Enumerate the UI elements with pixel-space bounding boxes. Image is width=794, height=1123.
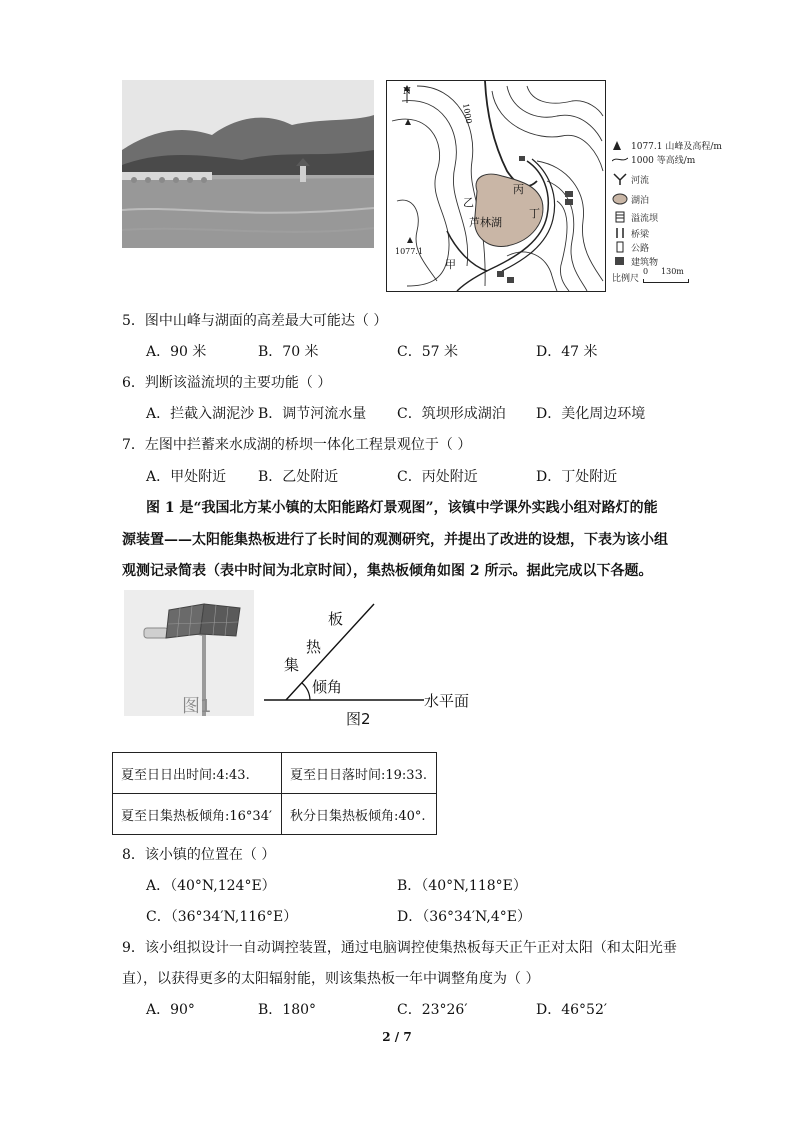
observation-table bbox=[112, 752, 437, 835]
contour-1000-label: 1000 bbox=[460, 102, 474, 125]
q5-option-b: B．70 米 bbox=[258, 344, 319, 360]
q5-option-c: C．57 米 bbox=[397, 344, 458, 360]
q6-option-a: A．拦截入湖泥沙 bbox=[146, 406, 255, 422]
legend-row-dam bbox=[612, 210, 658, 224]
legend-scale bbox=[612, 267, 689, 284]
legend-label: 公路 bbox=[631, 243, 650, 254]
contour-line-icon bbox=[612, 153, 628, 165]
scale-bar bbox=[643, 267, 689, 283]
map-label-yi: 乙 bbox=[463, 196, 474, 209]
lake-photo-illustration bbox=[122, 80, 374, 248]
table-cell: 秋分日集热板倾角:40°. bbox=[282, 794, 437, 835]
legend-label: 桥梁 bbox=[631, 229, 650, 240]
label-ji: 集 bbox=[284, 656, 300, 674]
q9-option-b: B．180° bbox=[258, 1002, 317, 1018]
map-label-jia: 甲 bbox=[445, 258, 456, 271]
q9-option-a: A．90° bbox=[146, 1002, 195, 1018]
q5-option-d: D．47 米 bbox=[536, 344, 598, 360]
legend-label: 湖泊 bbox=[631, 195, 650, 206]
label-ban: 板 bbox=[328, 610, 344, 628]
legend-row-contour bbox=[612, 152, 695, 166]
legend-row-road bbox=[612, 240, 649, 254]
q7-option-b: B．乙处附近 bbox=[258, 469, 339, 485]
legend-row-peak bbox=[612, 138, 722, 152]
river-icon bbox=[612, 173, 628, 185]
legend-row-lake bbox=[612, 192, 649, 206]
legend-label: 1077.1 山峰及高程/m bbox=[631, 141, 722, 152]
q9-option-c: C．23°26′ bbox=[397, 1002, 468, 1018]
q7-option-d: D．丁处附近 bbox=[536, 469, 618, 485]
north-arrow-label: N bbox=[403, 87, 411, 97]
figure-1-caption: 图1 bbox=[182, 696, 212, 716]
legend-label: 溢流坝 bbox=[631, 213, 659, 224]
peak-elevation-label: 1077.1 bbox=[395, 247, 423, 256]
question-9-stem-line-2: 直），以获得更多的太阳辐射能，则该集热板一年中调整角度为（ ） bbox=[122, 971, 540, 987]
table-cell: 夏至日日落时间:19:33. bbox=[282, 753, 437, 794]
q6-option-c: C．筑坝形成湖泊 bbox=[397, 406, 506, 422]
peak-icon bbox=[612, 139, 628, 151]
lake-photo bbox=[122, 80, 374, 248]
q6-option-b: B．调节河流水量 bbox=[258, 406, 367, 422]
figure-2-tilt-diagram bbox=[264, 600, 484, 730]
q7-option-a: A．甲处附近 bbox=[146, 469, 227, 485]
road-icon bbox=[612, 241, 628, 253]
intro-line-3: 观测记录简表（表中时间为北京时间），集热板倾角如图 2 所示。据此完成以下各题。 bbox=[122, 563, 653, 579]
intro-line-1: 图 1 是“我国北方某小镇的太阳能路灯景观图”，该镇中学课外实践小组对路灯的能 bbox=[146, 500, 658, 516]
q8-option-a: A．（40°N,124°E） bbox=[146, 878, 276, 894]
table-row bbox=[113, 794, 437, 835]
q8-option-d: D．（36°34′N,4°E） bbox=[397, 909, 531, 925]
scale-zero: 0 bbox=[643, 267, 649, 276]
intro-line-2: 源装置——太阳能集热板进行了长时间的观测研究，并提出了改进的设想，下表为该小组 bbox=[122, 532, 668, 548]
scale-130: 130m bbox=[661, 267, 684, 276]
legend-row-bridge bbox=[612, 226, 649, 240]
scale-line bbox=[643, 279, 689, 283]
q9-option-d: D．46°52′ bbox=[536, 1002, 608, 1018]
legend-row-building bbox=[612, 254, 658, 268]
legend-label: 1000 等高线/m bbox=[631, 155, 696, 166]
map-label-ding: 丁 bbox=[529, 207, 540, 220]
legend-label: 河流 bbox=[631, 175, 650, 186]
question-8-stem: 8．该小镇的位置在（ ） bbox=[122, 847, 276, 863]
legend-label: 建筑物 bbox=[631, 257, 659, 268]
q6-option-d: D．美化周边环境 bbox=[536, 406, 646, 422]
question-7-stem: 7．左图中拦蓄来水成湖的桥坝一体化工程景观位于（ ） bbox=[122, 437, 472, 453]
table-cell: 夏至日集热板倾角:16°34′ bbox=[113, 794, 282, 835]
lake-name-label: 芦林湖 bbox=[469, 216, 502, 229]
question-6-stem: 6．判断该溢流坝的主要功能（ ） bbox=[122, 375, 332, 391]
q8-option-b: B．（40°N,118°E） bbox=[397, 878, 527, 894]
question-5-stem: 5．图中山峰与湖面的高差最大可能达（ ） bbox=[122, 313, 388, 329]
dam-icon bbox=[612, 211, 628, 223]
figure-2-caption: 图2 bbox=[346, 710, 371, 728]
page-number: 2 / 7 bbox=[382, 1030, 412, 1044]
building-icon bbox=[612, 255, 628, 267]
topographic-map bbox=[386, 80, 606, 292]
bridge-icon bbox=[612, 227, 628, 239]
angle-label: 倾角 bbox=[312, 678, 343, 696]
label-re: 热 bbox=[306, 638, 322, 656]
legend-row-river bbox=[612, 172, 649, 186]
question-9-stem-line-1: 9．该小组拟设计一自动调控装置，通过电脑调控使集热板每天正午正对太阳（和太阳光垂 bbox=[122, 940, 677, 956]
map-label-bing: 丙 bbox=[513, 183, 524, 196]
lake-icon bbox=[612, 193, 628, 205]
q8-option-c: C．（36°34′N,116°E） bbox=[146, 909, 298, 925]
q5-option-a: A．90 米 bbox=[146, 344, 207, 360]
contour-lines bbox=[387, 81, 605, 291]
scale-label: 比例尺 bbox=[612, 273, 640, 284]
horizontal-plane-label: 水平面 bbox=[424, 692, 470, 710]
figure-1-solar-lamp bbox=[124, 590, 254, 716]
table-row bbox=[113, 753, 437, 794]
table-cell: 夏至日日出时间:4:43. bbox=[113, 753, 282, 794]
q7-option-c: C．丙处附近 bbox=[397, 469, 478, 485]
